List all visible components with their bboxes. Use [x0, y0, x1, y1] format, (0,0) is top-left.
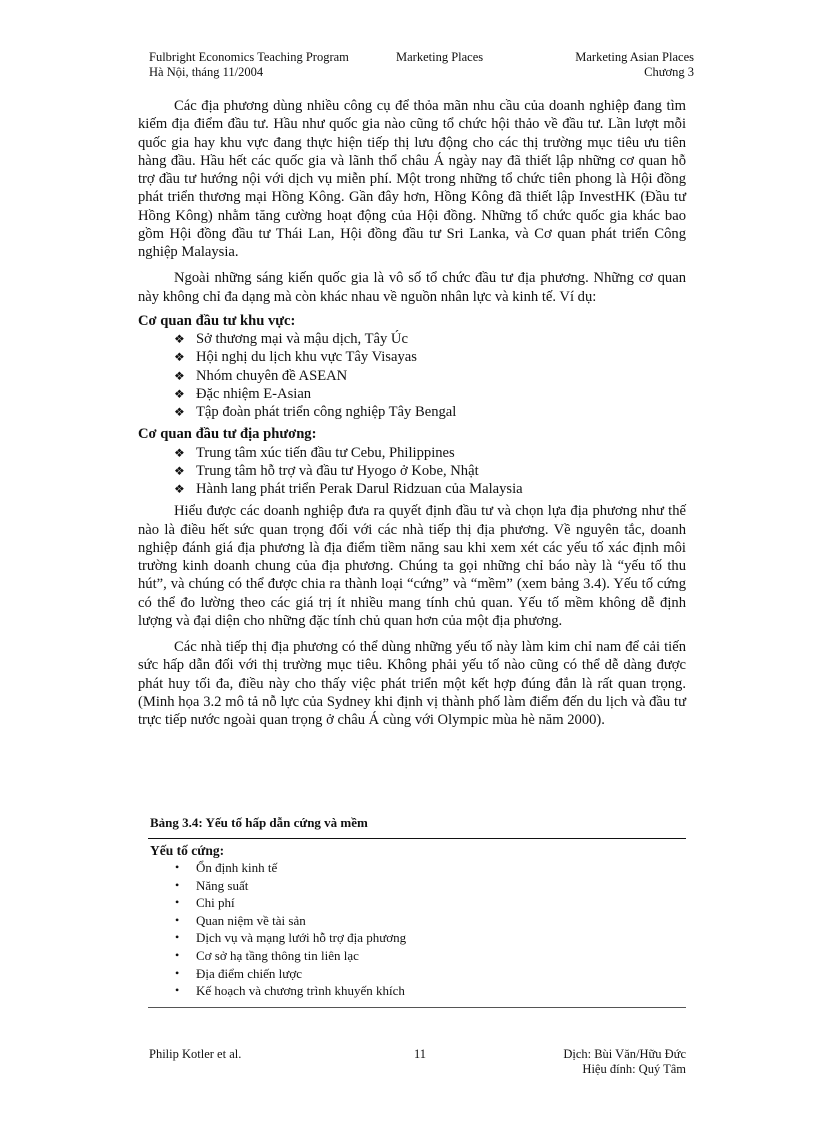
- dot-bullet-icon: •: [175, 965, 180, 980]
- diamond-bullet-icon: ❖: [174, 386, 185, 401]
- list-item: [174, 330, 686, 348]
- list-item-text: Tập đoàn phát triển công nghiệp Tây Bengal: [196, 404, 457, 420]
- list-item: [174, 403, 686, 421]
- paragraph-4: Các nhà tiếp thị địa phương có thể dùng những yếu tố này làm kim chỉ nam để cải tiến sức hấp dẫn đối với thị trường mục tiêu. Không phải yếu tố nào cũng có thể dễ dàng được phát huy tối đa, điều này cho thấy việc phát triển một kết hợp đúng đắn là rất quan trọng. (Minh họa 3.2 mô tả nỗ lực của Sydney khi định vị thành phố làm điểm đến du lịch và đầu tư trực tiếp nước ngoài quan trọng ở châu Á cùng với Olympic mùa hè năm 2000).: [138, 639, 686, 728]
- list-item: [172, 894, 680, 912]
- footer-credits: [540, 1047, 686, 1077]
- list-item-text: Cơ sở hạ tầng thông tin liên lạc: [196, 947, 359, 963]
- local-agencies-list: [138, 444, 686, 499]
- list-item: [172, 965, 680, 983]
- diamond-bullet-icon: ❖: [174, 463, 185, 478]
- table-top-rule: [148, 838, 686, 839]
- list-item-text: Kế hoạch và chương trình khuyến khích: [196, 983, 405, 999]
- dot-bullet-icon: •: [175, 912, 180, 927]
- diamond-bullet-icon: ❖: [174, 368, 185, 383]
- table-title: Bảng 3.4: Yếu tố hấp dẫn cứng và mềm: [150, 815, 368, 830]
- list-item-text: Hội nghị du lịch khu vực Tây Visayas: [196, 349, 417, 366]
- diamond-bullet-icon: ❖: [174, 405, 185, 419]
- dot-bullet-icon: •: [175, 895, 180, 910]
- dot-bullet-icon: •: [175, 983, 180, 998]
- diamond-bullet-icon: ❖: [174, 482, 185, 496]
- list-item-text: Chi phí: [196, 895, 235, 911]
- header-left: [149, 50, 349, 80]
- list-item: [174, 348, 686, 366]
- header-right: [540, 50, 694, 80]
- list-item: [172, 947, 680, 965]
- dot-bullet-icon: •: [175, 947, 180, 962]
- list-item: [172, 859, 680, 877]
- footer-translator: Dịch: Bùi Văn/Hữu Đức: [563, 1047, 686, 1061]
- footer-editor: Hiệu đính: Quý Tâm: [582, 1062, 686, 1076]
- dot-bullet-icon: •: [175, 877, 180, 892]
- list-item-text: Dịch vụ và mạng lưới hỗ trợ địa phương: [196, 930, 407, 946]
- table-bottom-rule: [148, 1007, 686, 1008]
- paragraph-1: Các địa phương dùng nhiều công cụ để thỏa mãn nhu cầu của doanh nghiệp đang tìm kiếm địa điểm đầu tư. Hầu như quốc gia nào cũng tổ chức hội thảo về đầu tư. Lần lượt mỗi quốc gia hay khu vực đang thực hiện tiếp thị lưu động cho các thị trường mục tiêu ưu tiên hàng đầu. Hầu hết các quốc gia và lãnh thổ châu Á ngày nay đã thiết lập những cơ quan hỗ trợ đầu tư hướng nội với dịch vụ miễn phí. Một trong những tổ chức tiên phong là Hội đồng phát triển thương mại Hồng Kông. Gần đây hơn, Hồng Kông đã thiết lập InvestHK (Đầu tư Hồng Kông) nhằm tăng cường hoạt động của Hội đồng. Những tổ chức quốc gia khác bao gồm Hội đồng đầu tư Thái Lan, Hội đồng đầu tư Sri Lanka, và Cơ quan phát triển Công nghiệp Malaysia.: [138, 98, 686, 260]
- list-item-text: Hành lang phát triển Perak Darul Ridzuan của Malaysia: [196, 481, 523, 497]
- hard-factors-list: [150, 859, 680, 1000]
- diamond-bullet-icon: ❖: [174, 350, 185, 365]
- list-item: [174, 480, 686, 498]
- hard-factors-block: [150, 842, 680, 1000]
- list-item: [174, 367, 686, 385]
- local-agencies-title: Cơ quan đầu tư địa phương:: [138, 426, 317, 443]
- list-item-text: Ổn định kinh tế: [196, 860, 278, 875]
- header-book-title: Marketing Asian Places: [575, 50, 694, 64]
- list-item: [174, 462, 686, 480]
- header-center: Marketing Places: [396, 50, 484, 64]
- list-item-text: Trung tâm hỗ trợ và đầu tư Hyogo ở Kobe, Nhật: [196, 462, 479, 479]
- list-item: [174, 444, 686, 462]
- list-item: [172, 982, 680, 1000]
- list-item: [172, 912, 680, 930]
- hard-factors-title: Yếu tố cứng:: [150, 843, 225, 858]
- dot-bullet-icon: •: [175, 930, 180, 945]
- header-date: Hà Nội, tháng 11/2004: [149, 65, 264, 79]
- paragraph-3: Hiểu được các doanh nghiệp đưa ra quyết định đầu tư và chọn lựa địa phương như thế nào là điều hết sức quan trọng đối với các nhà tiếp thị địa phương. Về nguyên tắc, doanh nghiệp đánh giá địa phương là địa điểm tiềm năng sau khi xem xét các yếu tố xác định môi trường kinh doanh chung của địa phương. Chúng ta gọi những chỉ báo này là “yếu tố thu hút”, và chúng có thể được chia ra thành loại “cứng” và “mềm” (xem bảng 3.4). Yếu tố cứng có thể đo lường theo các giá trị ít nhiều mang tính chủ quan. Yếu tố mềm không dễ định lượng và đại diện cho những đặc tính chủ quan hơn của một địa phương.: [138, 503, 686, 629]
- header-program: Fulbright Economics Teaching Program: [149, 50, 349, 64]
- diamond-bullet-icon: ❖: [174, 445, 185, 460]
- list-item-text: Năng suất: [196, 877, 249, 893]
- list-item: [172, 929, 680, 947]
- list-item-text: Sở thương mại và mậu dịch, Tây Úc: [196, 331, 408, 347]
- list-item: [172, 877, 680, 895]
- paragraph-2: Ngoài những sáng kiến quốc gia là vô số tổ chức đầu tư địa phương. Những cơ quan này không chỉ đa dạng mà còn khác nhau về nguồn nhân lực và kinh tế. Ví dụ:: [138, 270, 686, 305]
- list-item-text: Nhóm chuyên đề ASEAN: [196, 367, 348, 384]
- list-item: [174, 385, 686, 403]
- list-item-text: Đặc nhiệm E-Asian: [196, 385, 312, 402]
- list-item-text: Trung tâm xúc tiến đầu tư Cebu, Philippines: [196, 444, 455, 461]
- list-item-text: Địa điểm chiến lược: [196, 965, 302, 981]
- list-item-text: Quan niệm về tài sản: [196, 912, 306, 928]
- regional-agencies-title: Cơ quan đầu tư khu vực:: [138, 312, 296, 329]
- main-content: [138, 97, 686, 729]
- header-chapter: Chương 3: [644, 65, 694, 79]
- regional-agencies-list: [138, 330, 686, 421]
- footer-author: Philip Kotler et al.: [149, 1047, 242, 1061]
- diamond-bullet-icon: ❖: [174, 332, 185, 346]
- dot-bullet-icon: •: [175, 860, 180, 874]
- footer-page-number: 11: [414, 1047, 427, 1061]
